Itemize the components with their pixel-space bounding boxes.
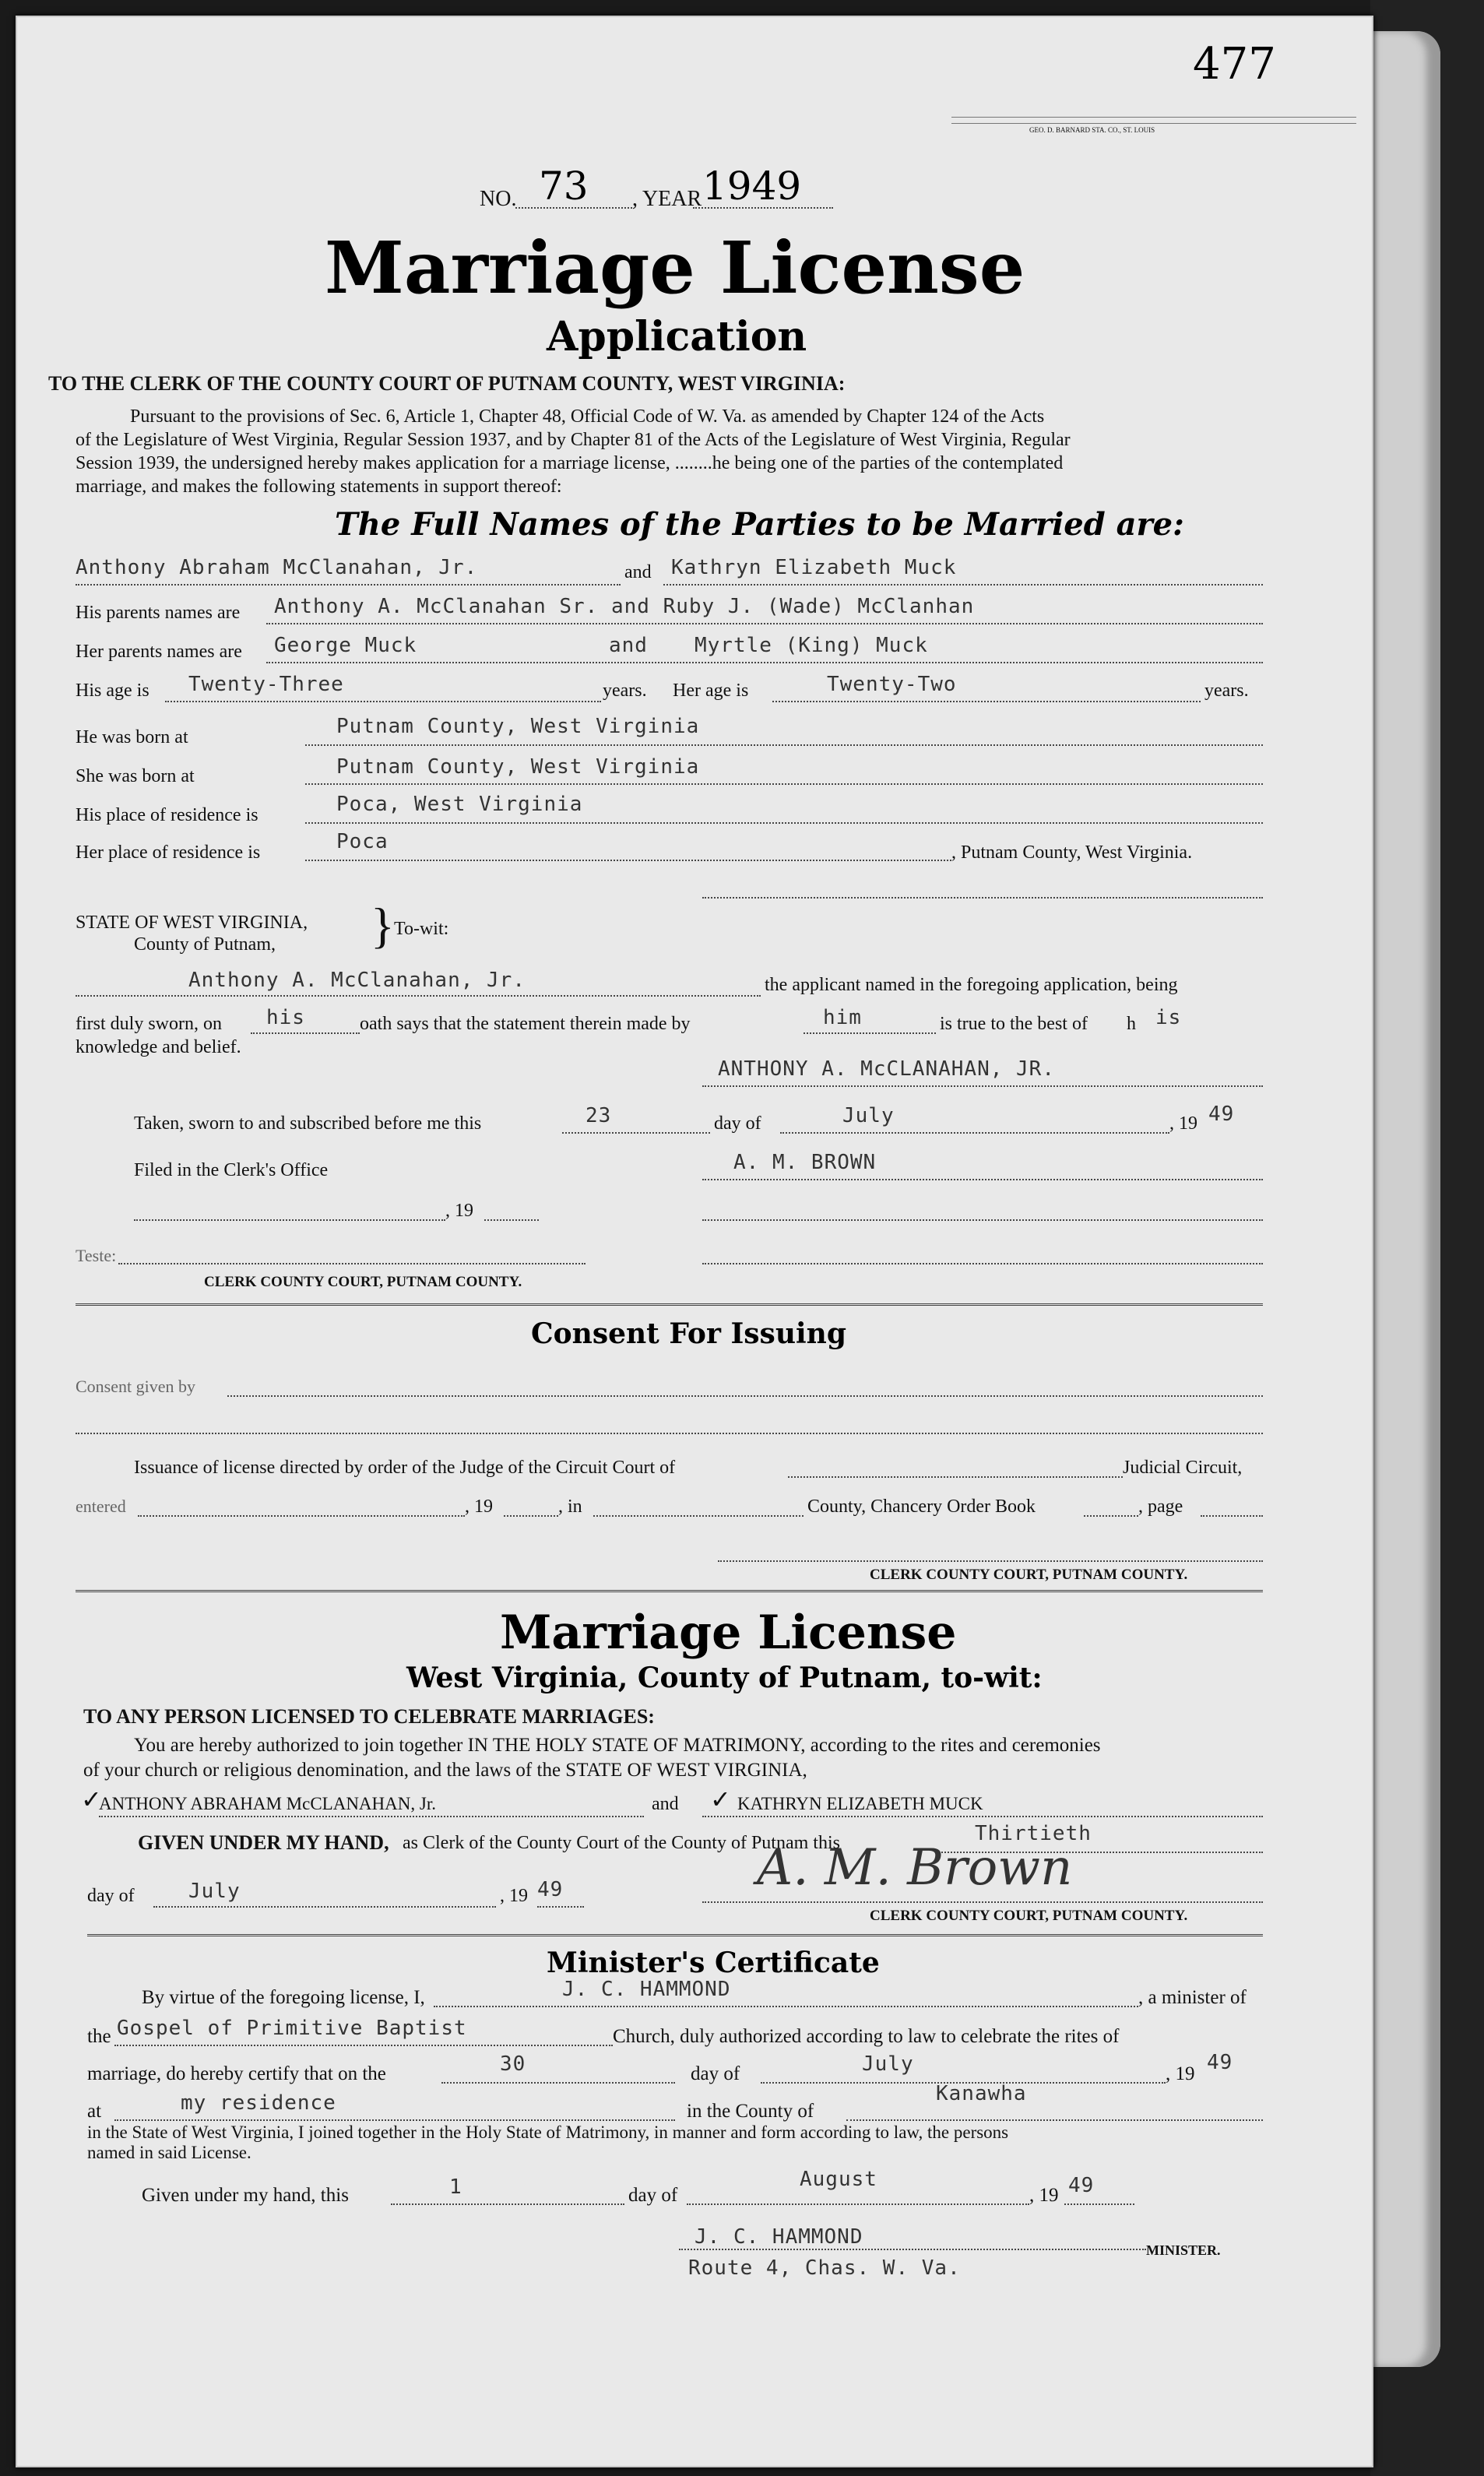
she-born-label: She was born at (76, 766, 195, 786)
license-para-2: of your church or religious denomination, and the laws of the STATE OF WEST VIRGINIA, (83, 1760, 807, 1781)
marriage-label: marriage, do hereby certify that on the (87, 2063, 386, 2084)
license-month: July (188, 1880, 241, 1903)
to-clerk: TO THE CLERK OF THE COUNTY COURT OF PUTNAM COUNTY, WEST VIRGINIA: (48, 372, 846, 395)
given-year-prefix: , 19 (1029, 2185, 1059, 2206)
his-age-value: Twenty-Three (188, 673, 344, 696)
entered-label: entered (76, 1497, 126, 1516)
groom-name: Anthony Abraham McClanahan, Jr. (76, 556, 478, 579)
minister-heading: Minister's Certificate (547, 1947, 880, 1979)
ceremony-county: Kanawha (936, 2082, 1027, 2105)
license-groom: ANTHONY ABRAHAM McCLANAHAN, Jr. (99, 1794, 436, 1813)
she-born-value: Putnam County, West Virginia (336, 755, 700, 779)
he-born-value: Putnam County, West Virginia (336, 715, 700, 738)
her-age-label: Her age is (673, 681, 749, 701)
her-parents-label: Her parents names are (76, 642, 242, 662)
brace: } (371, 898, 395, 953)
years-label-2: years. (1204, 681, 1249, 701)
page-label: , page (1138, 1497, 1183, 1517)
clerk-caption-2: CLERK COUNTY COURT, PUTNAM COUNTY. (870, 1567, 1188, 1583)
at-label: at (87, 2101, 102, 2122)
sworn-year: 49 (1208, 1103, 1235, 1126)
issuance-label: Issuance of license directed by order of the Judge of the Circuit Court of (134, 1458, 676, 1478)
her-age-value: Twenty-Two (827, 673, 957, 696)
to-wit: To-wit: (394, 919, 449, 939)
the-label: the (87, 2026, 111, 2047)
given-day: 1 (449, 2175, 462, 2199)
ceremony-year: 49 (1207, 2051, 1233, 2074)
minister-para-2: named in said License. (87, 2143, 251, 2162)
license-subtitle: West Virginia, County of Putnam, to-wit: (406, 1662, 1043, 1694)
teste-label: Teste: (76, 1246, 117, 1265)
entered-in: , in (558, 1497, 582, 1517)
her-residence-label: Her place of residence is (76, 842, 261, 863)
sworn-h: h (1127, 1014, 1136, 1034)
application-para-1: Pursuant to the provisions of Sec. 6, Article 1, Chapter 48, Official Code of W. Va. as amended by Chapter 124 of the Acts (130, 406, 1045, 427)
license-year: 1949 (702, 164, 802, 209)
page-number: 477 (1193, 39, 1276, 90)
consent-given-label: Consent given by (76, 1377, 195, 1396)
given-under: GIVEN UNDER MY HAND, (138, 1831, 389, 1854)
county-label: County of Putnam, (134, 934, 276, 955)
minister-label: MINISTER. (1146, 2242, 1221, 2258)
her-parents-and: and (609, 634, 648, 657)
application-para-4: marriage, and makes the following statements in support thereof: (76, 477, 562, 497)
application-para-2: of the Legislature of West Virginia, Regular Session 1937, and by Chapter 81 of the Acts of the Legislature of West Virginia, Regular (76, 430, 1071, 450)
no-label: NO. (480, 187, 517, 211)
and-label: and (624, 562, 652, 582)
filed-label: Filed in the Clerk's Office (134, 1160, 329, 1180)
given-rest: as Clerk of the County Court of the County of Putnam this (403, 1833, 840, 1853)
her-residence-value: Poca (336, 830, 389, 853)
sworn-prefix: first duly sworn, on (76, 1014, 222, 1034)
applicant-suffix: the applicant named in the foregoing application, being (765, 975, 1178, 995)
his-age-label: His age is (76, 681, 149, 701)
given-year: 49 (1068, 2174, 1095, 2197)
years-label-1: years. (603, 681, 647, 701)
her-parents-father: George Muck (274, 634, 417, 657)
sworn-his: his (266, 1006, 305, 1029)
license-day-of: day of (87, 1886, 135, 1906)
church-name: Gospel of Primitive Baptist (117, 2017, 467, 2040)
affidavit-applicant: Anthony A. McClanahan, Jr. (188, 969, 526, 992)
ceremony-year-prefix: , 19 (1166, 2063, 1195, 2084)
sworn-day: 23 (586, 1104, 612, 1127)
application-para-3: Session 1939, the undersigned hereby makes application for a marriage license, ........he being one of the parties of the contemplated (76, 453, 1064, 473)
filed-year-prefix: , 19 (445, 1201, 473, 1221)
license-year: 49 (537, 1878, 564, 1901)
bride-name: Kathryn Elizabeth Muck (671, 556, 957, 579)
applicant-signature: ANTHONY A. McCLANAHAN, JR. (718, 1057, 1055, 1081)
church-suffix: Church, duly authorized according to law to celebrate the rites of (613, 2026, 1120, 2047)
his-parents-label: His parents names are (76, 603, 241, 623)
consent-heading: Consent For Issuing (531, 1317, 847, 1350)
page-title: Marriage License (325, 226, 1025, 310)
sworn-year-prefix: , 19 (1169, 1113, 1197, 1134)
license-year-prefix: , 19 (500, 1886, 528, 1906)
his-residence-label: His place of residence is (76, 805, 258, 825)
license-day-word: Thirtieth (975, 1822, 1092, 1845)
her-residence-suffix: , Putnam County, West Virginia. (951, 842, 1193, 863)
given-day-of: day of (628, 2185, 678, 2206)
county-order-book: County, Chancery Order Book (807, 1497, 1036, 1517)
checkmark-icon: ✓ (710, 1785, 731, 1813)
to-any-person: TO ANY PERSON LICENSED TO CELEBRATE MARRIAGES: (83, 1705, 655, 1728)
virtue-label: By virtue of the foregoing license, I, (142, 1987, 425, 2008)
ceremony-day: 30 (500, 2052, 526, 2076)
document-page (16, 16, 1373, 2467)
knowledge: knowledge and belief. (76, 1037, 241, 1057)
clerk-caption-1: CLERK COUNTY COURT, PUTNAM COUNTY. (204, 1274, 522, 1290)
license-number: 73 (539, 164, 589, 209)
notary-signature: A. M. BROWN (733, 1151, 877, 1174)
entered-nineteen: , 19 (465, 1497, 493, 1517)
minister-name: J. C. HAMMOND (562, 1978, 731, 2001)
sworn-suffix: is true to the best of (940, 1014, 1088, 1034)
sworn-month: July (842, 1104, 895, 1127)
ceremony-month: July (862, 2052, 914, 2076)
ceremony-day-of: day of (691, 2063, 740, 2084)
printer-mark: GEO. D. BARNARD STA. CO., ST. LOUIS (1029, 126, 1155, 134)
page-subtitle: Application (547, 313, 807, 360)
sworn-day-of: day of (714, 1113, 761, 1134)
clerk-caption-3: CLERK COUNTY COURT, PUTNAM COUNTY. (870, 1908, 1188, 1924)
license-and: and (652, 1794, 679, 1814)
year-label: , YEAR (632, 187, 702, 211)
his-residence-value: Poca, West Virginia (336, 793, 583, 816)
taken-label: Taken, sworn to and subscribed before me this (134, 1113, 482, 1134)
minister-signature: J. C. HAMMOND (695, 2225, 863, 2249)
full-names-heading: The Full Names of the Parties to be Married are: (335, 506, 1184, 543)
sworn-him: him (823, 1006, 862, 1029)
minister-address: Route 4, Chas. W. Va. (688, 2256, 961, 2280)
ceremony-place: my residence (181, 2091, 336, 2115)
sworn-is: is (1155, 1006, 1182, 1029)
given-month: August (800, 2168, 877, 2191)
he-born-label: He was born at (76, 727, 188, 747)
license-bride: KATHRYN ELIZABETH MUCK (737, 1794, 983, 1813)
minister-para-1: in the State of West Virginia, I joined together in the Holy State of Matrimony, in manner and form according to law, the persons (87, 2123, 1009, 2142)
checkmark-icon: ✓ (81, 1785, 102, 1813)
a-minister: , a minister of (1138, 1987, 1247, 2008)
license-para-1: You are hereby authorized to join together IN THE HOLY STATE OF MATRIMONY, according to the rites and ceremonies (134, 1735, 1101, 1756)
her-parents-mother: Myrtle (King) Muck (695, 634, 928, 657)
given-hand-label: Given under my hand, this (142, 2185, 349, 2206)
county-label-minister: in the County of (687, 2101, 814, 2122)
his-parents-value: Anthony A. McClanahan Sr. and Ruby J. (Wade) McClanhan (274, 595, 975, 618)
judicial-circuit: Judicial Circuit, (1123, 1458, 1243, 1478)
clerk-signature: A. M. Brown (757, 1839, 1073, 1897)
sworn-middle: oath says that the statement therein made by (360, 1014, 691, 1034)
license-title: Marriage License (500, 1606, 957, 1660)
state-label: STATE OF WEST VIRGINIA, (76, 913, 308, 933)
